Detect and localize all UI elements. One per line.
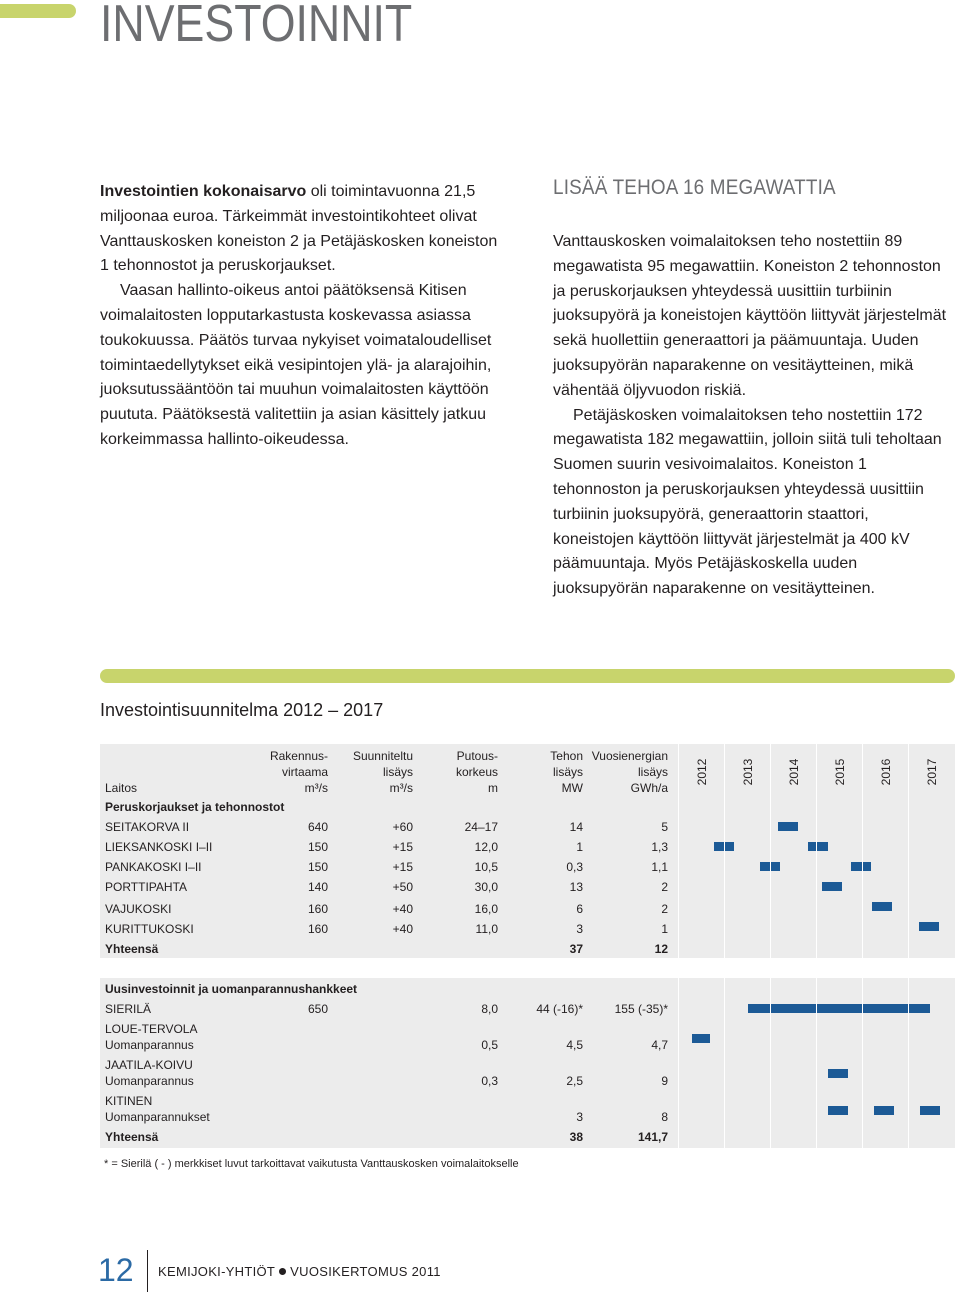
year-header-2017: 2017 — [908, 744, 955, 800]
schedule-bar-kitinen-2017 — [920, 1106, 940, 1115]
header-putous-3: m — [488, 781, 498, 795]
row-suunniteltu: +15 — [392, 840, 413, 854]
page-number: 12 — [98, 1252, 134, 1288]
footer-divider — [147, 1250, 148, 1292]
row-vuosienergia: 8 — [661, 1110, 668, 1124]
row-name: JAATILA-KOIVU — [105, 1058, 193, 1072]
row-putous: 16,0 — [474, 902, 498, 916]
header-putous-1: Putous- — [456, 749, 498, 763]
row-putous: 11,0 — [475, 922, 498, 936]
row-putous: 30,0 — [474, 880, 498, 894]
table-title: Investointisuunnitelma 2012 – 2017 — [100, 700, 384, 720]
row-name: LOUE-TERVOLA — [105, 1022, 198, 1036]
year-header-2016: 2016 — [862, 744, 909, 800]
section2-total-vuosienergia: 141,7 — [637, 1130, 668, 1144]
row-tehon: 14 — [569, 820, 583, 834]
row-suunniteltu: +50 — [392, 880, 413, 894]
row-name: KURITTUKOSKI — [105, 922, 194, 936]
header-suunniteltu-2: lisäys — [382, 765, 413, 779]
bullet-icon — [279, 1268, 286, 1275]
row-putous: 8,0 — [481, 1002, 498, 1016]
row-tehon: 3 — [576, 922, 583, 936]
row-tehon: 0,3 — [566, 860, 583, 874]
year-header-2012: 2012 — [678, 744, 725, 800]
row-vuosienergia: 2 — [661, 880, 668, 894]
schedule-bar-kurittukoski-2017 — [919, 922, 939, 931]
section2-total-tehon: 38 — [569, 1130, 583, 1144]
row-putous: 12,0 — [474, 840, 498, 854]
year-gridline — [816, 800, 817, 1148]
lead-bold: Investointien kokonaisarvo — [100, 183, 307, 200]
header-suunniteltu-3: m³/s — [389, 781, 413, 795]
section1-total-vuosienergia: 12 — [654, 942, 668, 956]
row-rakennus: 150 — [307, 860, 328, 874]
left-column — [100, 180, 510, 453]
header-laitos: Laitos — [105, 781, 138, 795]
row-name: PORTTIPAHTA — [105, 880, 188, 894]
year-gridline — [678, 800, 679, 1148]
schedule-bar-vajukoski-2016 — [872, 902, 892, 911]
row-vuosienergia: 4,7 — [651, 1038, 668, 1052]
row-suunniteltu: +60 — [392, 820, 413, 834]
row-suunniteltu: +40 — [392, 902, 413, 916]
year-gridline — [724, 800, 725, 1148]
row-tehon: 1 — [576, 840, 583, 854]
row-tehon: 13 — [569, 880, 583, 894]
lead-rest: oli toimintavuonna 21,5 miljoonaa euroa. Tärkeimmät investointikohteet olivat Vanttauskosken koneiston 2 ja Petäjäskosken koneiston 1 tehonnostot ja peruskorjaukset. — [100, 183, 498, 275]
year-header-2014: 2014 — [770, 744, 817, 800]
row-name: LIEKSANKOSKI I–II — [105, 840, 213, 854]
row-rakennus: 650 — [307, 1002, 328, 1016]
section1-title: Peruskorjaukset ja tehonnostot — [105, 800, 285, 814]
schedule-bar-loue-tervola-2012 — [692, 1034, 710, 1043]
footer-company: KEMIJOKI-YHTIÖT — [158, 1264, 276, 1279]
header-vuosienergia-1: Vuosienergian — [591, 749, 668, 763]
header-vuosienergia-3: GWh/a — [630, 781, 668, 795]
row-tehon: 6 — [576, 902, 583, 916]
schedule-bar-seitakorva-2014 — [778, 822, 798, 831]
row-putous: 0,5 — [481, 1038, 498, 1052]
header-putous-2: korkeus — [455, 765, 498, 779]
row-vuosienergia: 2 — [661, 902, 668, 916]
row-subtitle: Uomanparannus — [105, 1038, 194, 1052]
row-vuosienergia: 155 (-35)* — [614, 1002, 668, 1016]
row-vuosienergia: 1,1 — [651, 860, 668, 874]
left-paragraph-2: Vaasan hallinto-oikeus antoi päätöksensä Kitisen voimalaitosten lopputarkastusta koskevassa asiassa toukokuussa. Päätös turvaa nykyiset voimataloudelliset toimintaedellytykset eikä vesipintojen ylä- ja alarajoihin, juoksutussääntöön tai muuhun voimalaitosten käyttöön puututa. Päätöksestä valitettiin ja asian käsittely jatkuu korkeimmassa hallinto-oikeudessa. — [100, 282, 492, 448]
row-rakennus: 150 — [307, 840, 328, 854]
row-rakennus: 160 — [307, 902, 328, 916]
row-tehon: 4,5 — [566, 1038, 583, 1052]
schedule-bar-kitinen-2015 — [828, 1106, 848, 1115]
row-name: SIERILÄ — [105, 1002, 152, 1016]
row-tehon: 2,5 — [566, 1074, 583, 1088]
row-suunniteltu: +40 — [392, 922, 413, 936]
year-header-2013: 2013 — [724, 744, 771, 800]
header-rakennus-3: m³/s — [304, 781, 328, 795]
year-header-2015: 2015 — [816, 744, 863, 800]
row-vuosienergia: 1 — [661, 922, 668, 936]
section-heading: LISÄÄ TEHOA 16 MEGAWATTIA — [553, 176, 836, 199]
right-column — [553, 230, 953, 602]
schedule-bar-kitinen-2016 — [874, 1106, 894, 1115]
header-tehon-2: lisäys — [552, 765, 583, 779]
header-tehon-1: Tehon — [550, 749, 583, 763]
section1-band — [100, 800, 955, 958]
page-title: INVESTOINNIT — [100, 0, 413, 53]
header-suunniteltu-1: Suunniteltu — [352, 749, 413, 763]
schedule-bar-pankakoski-2016 — [851, 862, 871, 871]
row-tehon: 3 — [576, 1110, 583, 1124]
title-accent-bar — [0, 4, 76, 18]
row-vuosienergia: 1,3 — [651, 840, 668, 854]
row-suunniteltu: +15 — [392, 860, 413, 874]
footer-brand — [158, 1264, 441, 1279]
header-rakennus-2: virtaama — [281, 765, 328, 779]
schedule-bar-lieksankoski-2015 — [808, 842, 828, 851]
left-paragraph-1 — [100, 180, 510, 279]
right-paragraph-1: Vanttauskosken voimalaitoksen teho nostettiin 89 megawatista 95 megawattiin. Koneiston 2 tehonnoston ja peruskorjauksen yhteydessä uusittiin turbiinin juoksupyörä ja koneistojen käyttöön liittyvät järjestelmät sekä huollettiin generaattori ja päämuuntaja. Uuden juoksupyörän naparakenne on vesitäytteinen, mikä vähentää öljyvuodon riskiä. — [553, 233, 947, 399]
schedule-bar-jaatila-koivu-2015 — [828, 1069, 848, 1078]
section-divider — [100, 669, 955, 683]
header-vuosienergia-2: lisäys — [637, 765, 668, 779]
header-rakennus-1: Rakennus- — [269, 749, 328, 763]
section2-title: Uusinvestoinnit ja uomanparannushankkeet — [105, 982, 358, 996]
row-rakennus: 640 — [307, 820, 328, 834]
section2-total-label: Yhteensä — [105, 1130, 159, 1144]
row-name: VAJUKOSKI — [105, 902, 172, 916]
schedule-bar-porttipahta-2015 — [822, 882, 842, 891]
header-tehon-3: MW — [561, 781, 583, 795]
row-vuosienergia: 9 — [661, 1074, 668, 1088]
row-rakennus: 140 — [307, 880, 328, 894]
row-rakennus: 160 — [307, 922, 328, 936]
row-vuosienergia: 5 — [661, 820, 668, 834]
row-putous: 10,5 — [474, 860, 498, 874]
row-name: KITINEN — [105, 1094, 153, 1108]
year-gridline — [770, 800, 771, 1148]
row-subtitle: Uomanparannukset — [105, 1110, 210, 1124]
right-paragraph-2: Petäjäskosken voimalaitoksen teho nostettiin 172 megawatista 182 megawattiin, jolloin siitä tuli teholtaan Suomen suurin vesivoimalaitos. Koneiston 1 tehonnoston ja peruskorjauksen yhteydessä uusittiin turbiinin juoksupyörä, generaattorin staattori, koneistojen käyttöön liittyvät järjestelmät ja 400 kV päämuuntaja. Myös Petäjäskoskella uuden juoksupyörän naparakenne on vesitäytteinen. — [553, 406, 942, 598]
section1-total-label: Yhteensä — [105, 942, 159, 956]
footer-report: VUOSIKERTOMUS 2011 — [290, 1264, 441, 1279]
row-putous: 0,3 — [481, 1074, 498, 1088]
row-tehon: 44 (-16)* — [536, 1002, 583, 1016]
row-name: SEITAKORVA II — [105, 820, 190, 834]
table-footnote: * = Sierilä ( - ) merkkiset luvut tarkoittavat vaikutusta Vanttauskosken voimalaitokselle — [104, 1158, 519, 1170]
section1-total-tehon: 37 — [569, 942, 583, 956]
row-subtitle: Uomanparannus — [105, 1074, 194, 1088]
schedule-bar-sierila-2014-2017 — [748, 1004, 930, 1013]
row-putous: 24–17 — [464, 820, 498, 834]
year-gridline — [862, 800, 863, 1148]
row-name: PANKAKOSKI I–II — [105, 860, 202, 874]
year-gridline — [908, 800, 909, 1148]
